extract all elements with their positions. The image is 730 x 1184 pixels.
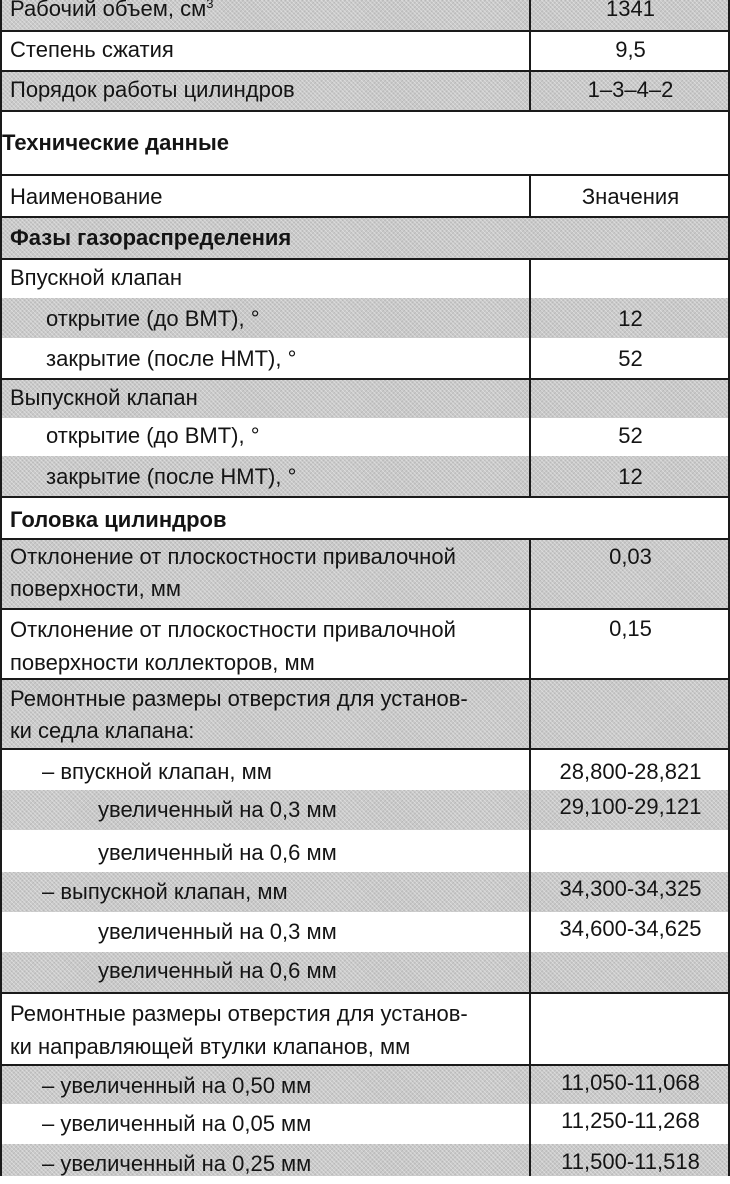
row-value: 11,250-11,268: [561, 1108, 700, 1133]
row-seat-intake-03: [0, 790, 730, 830]
row-label: закрытие (после НМТ), °: [46, 346, 297, 371]
subsection-title: Фазы газораспределения: [10, 225, 292, 250]
row-compression-ratio: [0, 32, 730, 70]
row-value: 12: [618, 306, 643, 331]
row-divider: [0, 678, 730, 680]
row-displacement: [0, 0, 730, 32]
row-seat-exhaust-06: [0, 952, 730, 992]
row-divider: [0, 1064, 730, 1066]
row-label: Порядок работы цилиндров: [10, 77, 295, 102]
row-label-line2: поверхности коллекторов, мм: [10, 650, 315, 675]
row-label-line2: ки направляющей втулки клапанов, мм: [10, 1034, 411, 1059]
subsection-cylinder-head: [0, 498, 730, 538]
row-intake-open: [0, 298, 730, 338]
row-seat-exhaust: [0, 872, 730, 912]
row-label: открытие (до ВМТ), °: [46, 423, 260, 448]
row-value: 28,800-28,821: [559, 759, 702, 784]
row-guide-bore: [0, 994, 730, 1064]
row-divider: [0, 748, 730, 750]
subsection-title: Головка цилиндров: [10, 507, 227, 532]
row-value: 0,15: [609, 616, 652, 641]
row-label: – впускной клапан, мм: [42, 759, 272, 784]
row-label: закрытие (после НМТ), °: [46, 464, 297, 489]
row-divider: [0, 538, 730, 540]
row-flatness-mating: [0, 540, 730, 608]
row-seat-intake: [0, 750, 730, 790]
row-value: 0,03: [609, 544, 652, 569]
column-divider: [529, 258, 531, 498]
row-label: увеличенный на 0,3 мм: [98, 919, 337, 944]
row-label: Впускной клапан: [10, 265, 182, 290]
section-title-row: [0, 112, 730, 174]
row-label: – выпускной клапан, мм: [42, 879, 288, 904]
row-label-line2: поверхности, мм: [10, 576, 182, 601]
row-guide-025: [0, 1144, 730, 1176]
row-label: Рабочий объем, см: [10, 0, 207, 21]
row-label-line2: ки седла клапана:: [10, 718, 195, 743]
row-label: Выпускной клапан: [10, 385, 198, 410]
row-label: увеличенный на 0,6 мм: [98, 840, 337, 865]
row-value: 1341: [606, 0, 655, 21]
row-value: 12: [618, 464, 643, 489]
row-value: 11,500-11,518: [561, 1149, 700, 1174]
header-name: Наименование: [10, 184, 163, 209]
row-exhaust-open: [0, 418, 730, 456]
row-divider: [0, 496, 730, 498]
row-label-line1: Ремонтные размеры отверстия для установ-: [10, 686, 468, 711]
row-guide-050: [0, 1066, 730, 1104]
row-seat-intake-06: [0, 832, 730, 872]
row-label: увеличенный на 0,6 мм: [98, 958, 337, 983]
row-value: 34,300-34,325: [559, 876, 702, 901]
header-value: Значения: [581, 184, 680, 209]
row-label-line1: Отклонение от плоскостности привалочной: [10, 617, 456, 642]
row-divider: [0, 258, 730, 260]
row-divider: [0, 608, 730, 610]
row-divider: [0, 174, 730, 176]
row-divider: [0, 378, 730, 380]
row-seat-bore: [0, 680, 730, 748]
row-value: [531, 832, 730, 872]
row-value: [531, 952, 730, 992]
subsection-valve-timing: [0, 218, 730, 258]
row-value: 9,5: [615, 37, 646, 62]
row-value: 1–3–4–2: [587, 77, 674, 102]
section-title: Технические данные: [2, 130, 229, 155]
row-divider: [0, 992, 730, 994]
row-seat-exhaust-03: [0, 912, 730, 952]
column-divider: [529, 176, 531, 218]
row-intake-label: [0, 260, 730, 298]
row-value: 11,050-11,068: [561, 1070, 700, 1095]
row-label: – увеличенный на 0,25 мм: [42, 1151, 312, 1176]
table-border-left: [0, 0, 2, 1176]
row-label-line1: Ремонтные размеры отверстия для установ-: [10, 1001, 468, 1026]
row-exhaust-label: [0, 380, 730, 418]
row-value: 52: [618, 423, 643, 448]
superscript: 3: [206, 0, 214, 11]
row-value: 52: [618, 346, 643, 371]
row-value: 34,600-34,625: [559, 916, 702, 941]
column-divider: [529, 538, 531, 1176]
row-flatness-manifold: [0, 610, 730, 678]
table-header: [0, 176, 730, 216]
row-exhaust-close: [0, 456, 730, 496]
row-divider: [0, 110, 730, 112]
row-label: увеличенный на 0,3 мм: [98, 797, 337, 822]
row-intake-close: [0, 338, 730, 378]
row-guide-005: [0, 1104, 730, 1142]
row-label: открытие (до ВМТ), °: [46, 306, 260, 331]
row-divider: [0, 70, 730, 72]
row-value: 29,100-29,121: [559, 794, 702, 819]
row-label: Степень сжатия: [10, 37, 174, 62]
row-divider: [0, 216, 730, 218]
row-firing-order: [0, 72, 730, 110]
row-divider: [0, 30, 730, 32]
row-label: – увеличенный на 0,05 мм: [42, 1111, 312, 1136]
row-label: – увеличенный на 0,50 мм: [42, 1073, 312, 1098]
column-divider: [529, 0, 531, 112]
row-label-line1: Отклонение от плоскостности привалочной: [10, 544, 456, 569]
